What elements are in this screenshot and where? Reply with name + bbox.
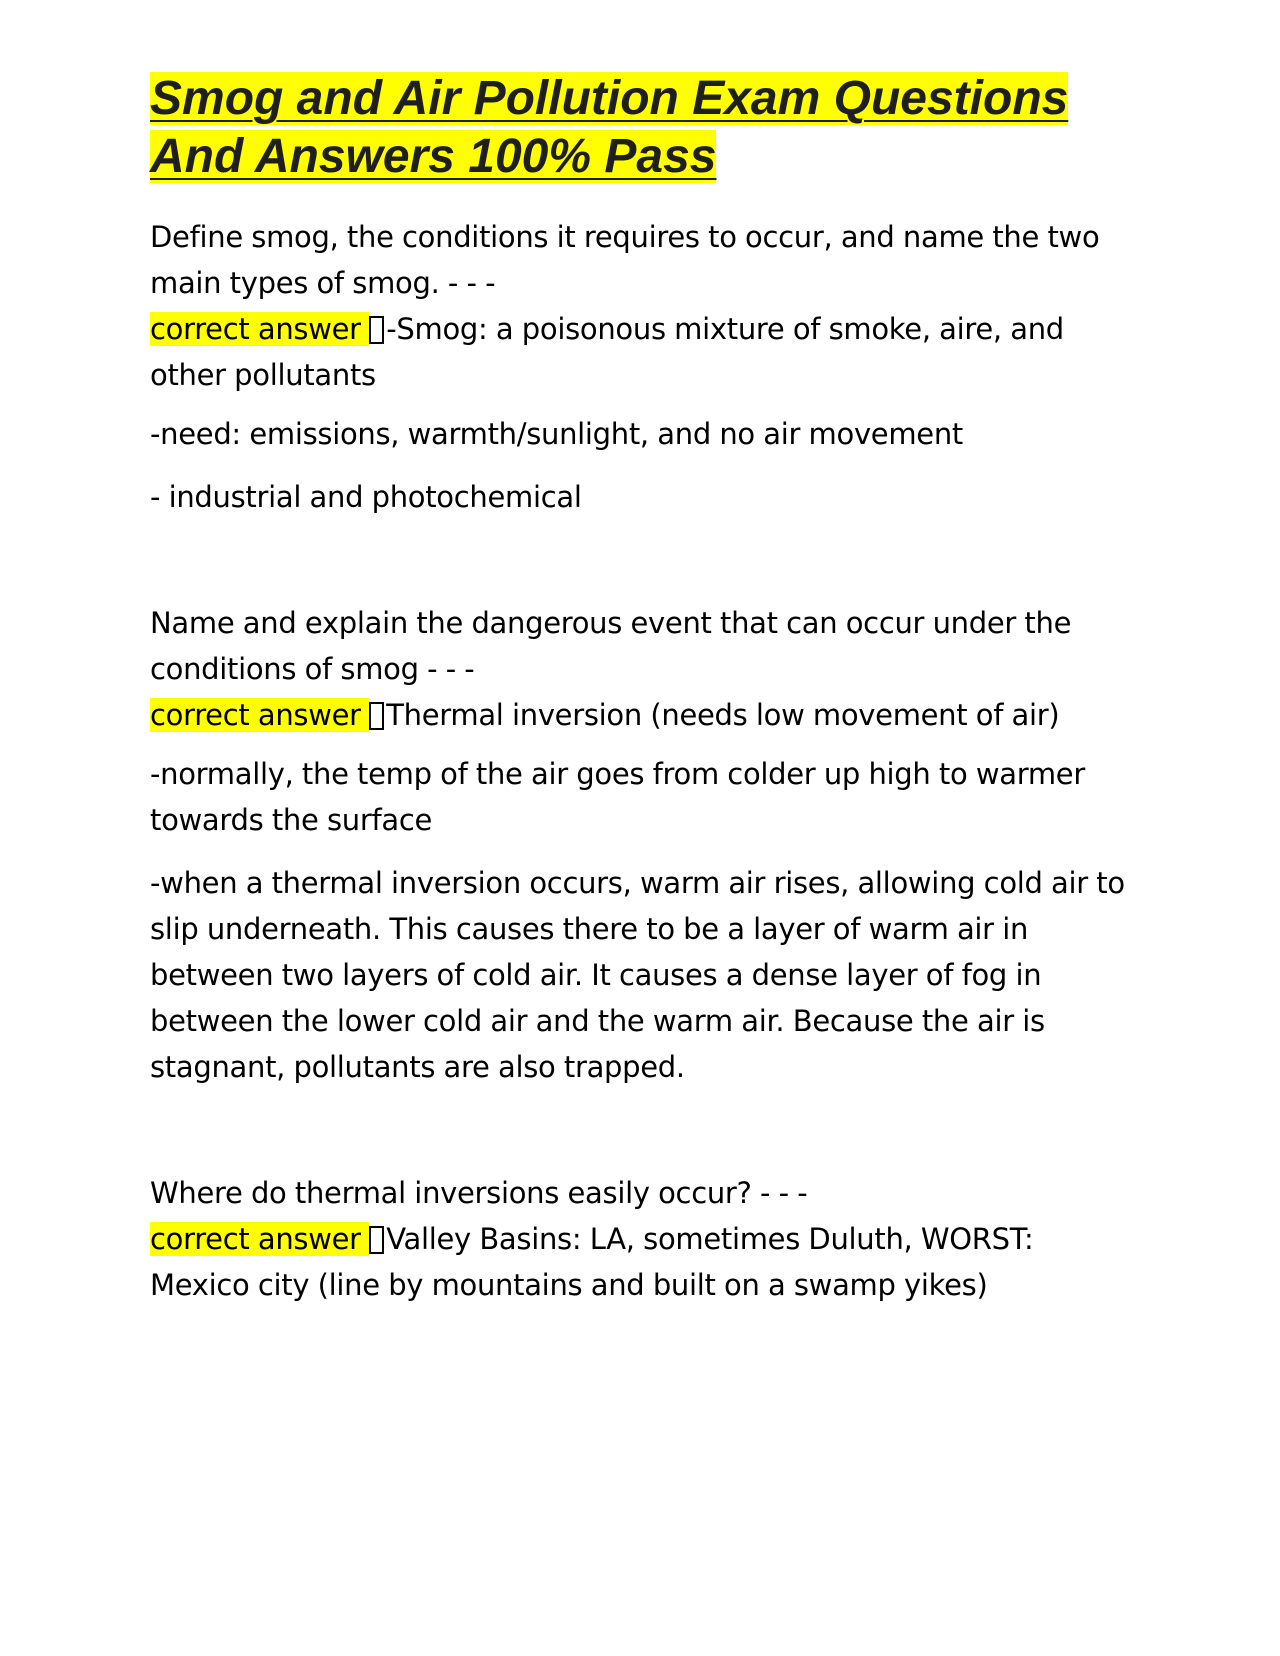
qa-block-2 <box>150 600 1140 1090</box>
answer-detail: -normally, the temp of the air goes from colder up high to warmer towards the surface <box>150 757 1085 837</box>
document-title <box>150 70 1140 186</box>
answer-detail: -need: emissions, warmth/sunlight, and no air movement <box>150 417 963 451</box>
title-line-1: Smog and Air Pollution Exam Questions <box>150 72 1069 125</box>
question-text: Where do thermal inversions easily occur? - - - correct answer Valley Basins: LA, sometimes Duluth, WORST: Mexico city (line by mountains and built on a swamp yikes) <box>150 1176 1034 1302</box>
box-glyph-icon <box>369 1226 384 1254</box>
qa-block-3 <box>150 1170 1140 1308</box>
qa-block-1 <box>150 214 1140 520</box>
answer-label: correct answer <box>150 698 370 732</box>
title-line-2: And Answers 100% Pass <box>150 130 717 183</box>
answer-label: correct answer <box>150 312 370 346</box>
answer-text: Valley Basins: LA, sometimes Duluth, WORST: Mexico city (line by mountains and built on a swamp yikes) <box>150 1222 1034 1302</box>
answer-text: -Smog: a poisonous mixture of smoke, aire, and other pollutants <box>150 312 1064 392</box>
answer-text: Thermal inversion (needs low movement of air) <box>386 698 1060 732</box>
answer-detail: -when a thermal inversion occurs, warm air rises, allowing cold air to slip underneath. This causes there to be a layer of warm air in between two layers of cold air. It causes a dense layer of fog in between the lower cold air and the warm air. Because the air is stagnant, pollutants are also trapped. <box>150 866 1125 1084</box>
section-gap <box>150 1107 1140 1170</box>
question-text: Define smog, the conditions it requires to occur, and name the two main types of smog. - - - correct answer -Smog: a poisonous mixture of smoke, aire, and other pollutants <box>150 220 1100 392</box>
box-glyph-icon <box>369 702 384 730</box>
question-text: Name and explain the dangerous event that can occur under the conditions of smog - - - correct answer Thermal inversion (needs low movement of air) <box>150 606 1072 732</box>
document-page <box>150 70 1140 1308</box>
section-gap <box>150 537 1140 600</box>
box-glyph-icon <box>369 316 384 344</box>
answer-label: correct answer <box>150 1222 370 1256</box>
answer-detail: - industrial and photochemical <box>150 480 582 514</box>
